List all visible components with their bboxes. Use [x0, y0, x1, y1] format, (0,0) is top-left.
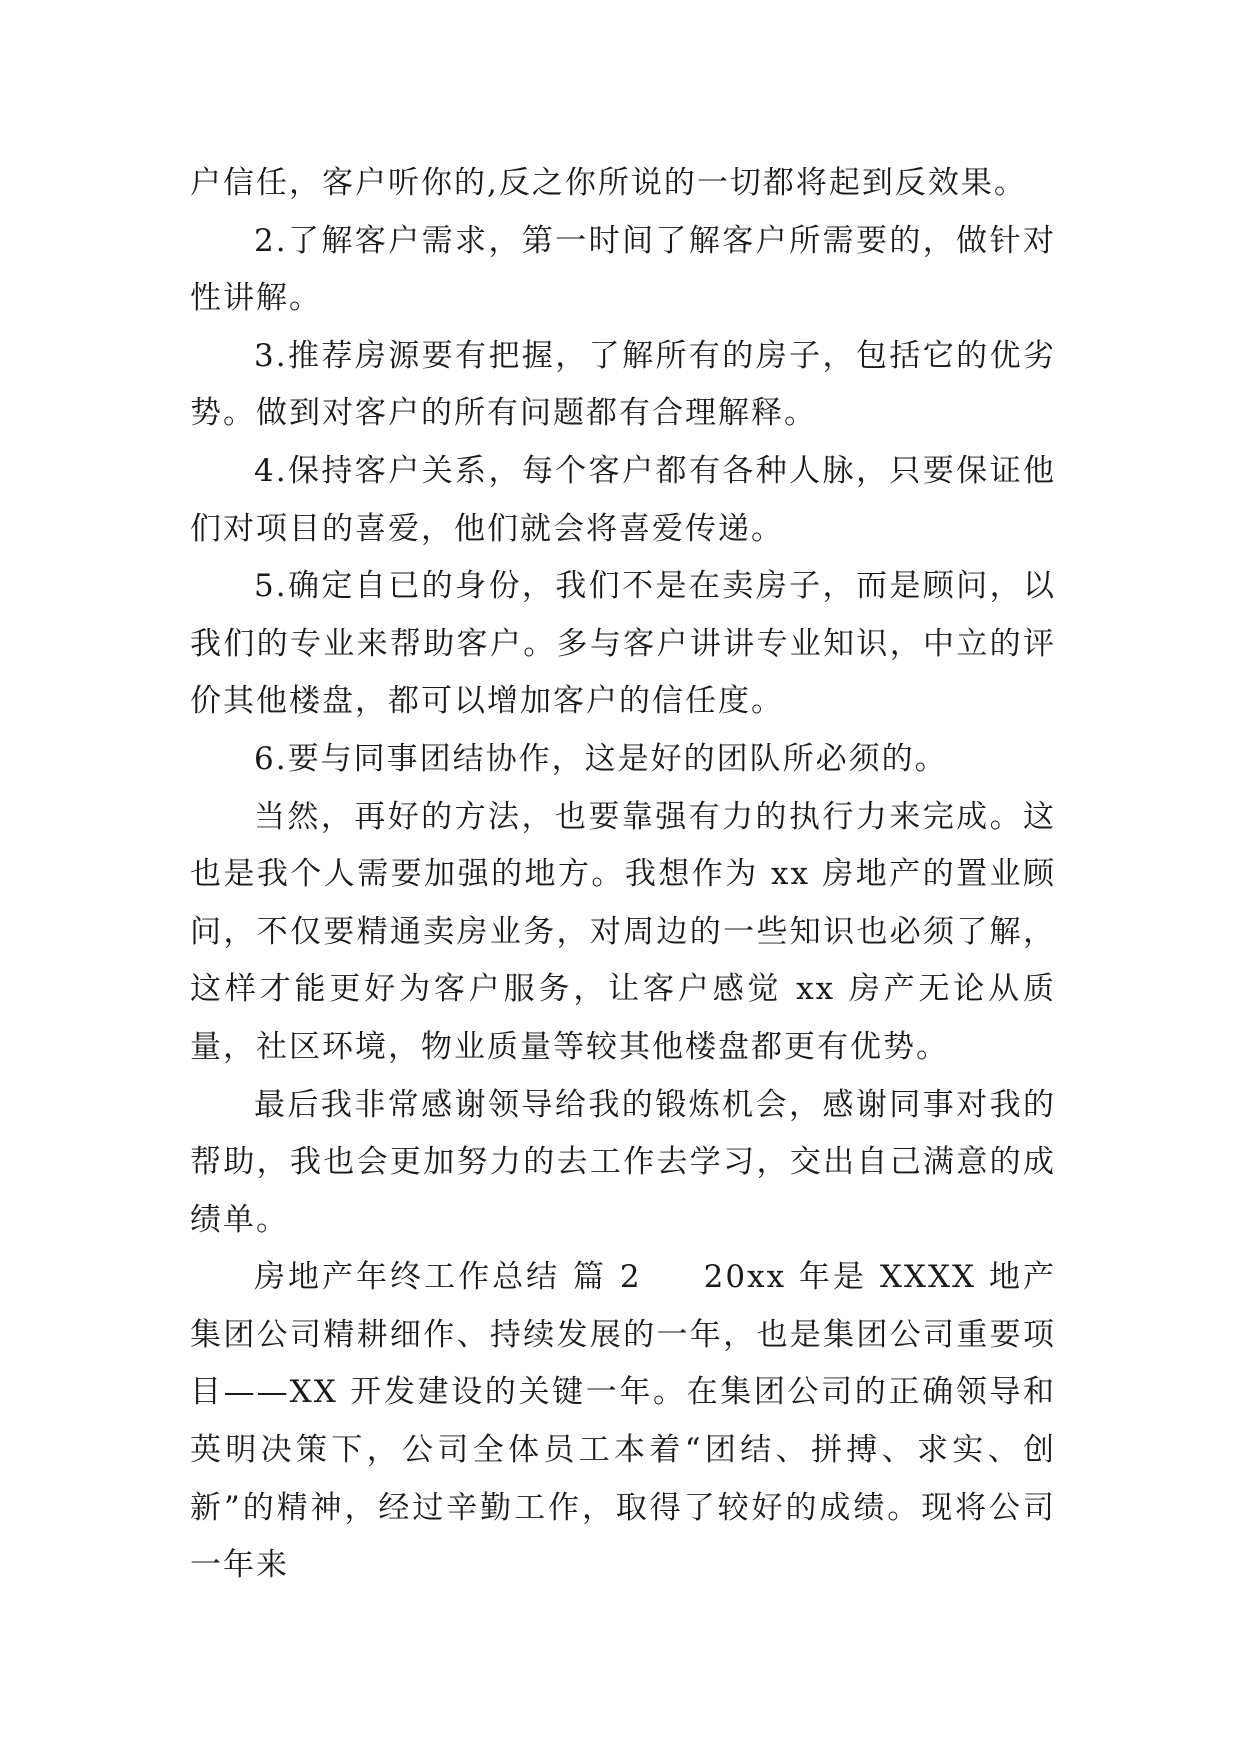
- paragraph-2: 2.了解客户需求，第一时间了解客户所需要的，做针对性讲解。: [190, 222, 1056, 317]
- paragraph-6: 6.要与同事团结协作，这是好的团队所必须的。: [254, 740, 948, 777]
- paragraph-3: 3.推荐房源要有把握，了解所有的房子，包括它的优劣势。做到对客户的所有问题都有合理解释。: [190, 337, 1056, 432]
- section-2-heading: 房地产年终工作总结 篇 2: [254, 1259, 642, 1296]
- paragraph-4: 4.保持客户关系，每个客户都有各种人脉，只要保证他们对项目的喜爱，他们就会将喜爱传递。: [190, 452, 1056, 547]
- paragraph-8: 最后我非常感谢领导给我的锻炼机会，感谢同事对我的帮助，我也会更加努力的去工作去学习，交出自己满意的成绩单。: [190, 1086, 1056, 1238]
- document-body: [190, 155, 1056, 1595]
- paragraph-7: 当然，再好的方法，也要靠强有力的执行力来完成。这也是我个人需要加强的地方。我想作为 xx 房地产的置业顾问，不仅要精通卖房业务，对周边的一些知识也必须了解，这样才能更好为客户服务，让客户感觉 xx 房产无论从质量，社区环境，物业质量等较其他楼盘都更有优势。: [190, 798, 1056, 1065]
- paragraph-5: 5.确定自已的身份，我们不是在卖房子，而是顾问，以我们的专业来帮助客户。多与客户讲讲专业知识，中立的评价其他楼盘，都可以增加客户的信任度。: [190, 568, 1056, 720]
- paragraph-1: 户信任，客户听你的,反之你所说的一切都将起到反效果。: [190, 165, 1027, 201]
- section-2-body: 20xx 年是 XXXX 地产集团公司精耕细作、持续发展的一年，也是集团公司重要项目——XX 开发建设的关键一年。在集团公司的正确领导和英明决策下，公司全体员工本着“团结、拼搏、求实、创新”的精神，经过辛勤工作，取得了较好的成绩。现将公司一年来: [190, 1259, 1056, 1584]
- section-2-paragraph: [190, 1249, 1056, 1595]
